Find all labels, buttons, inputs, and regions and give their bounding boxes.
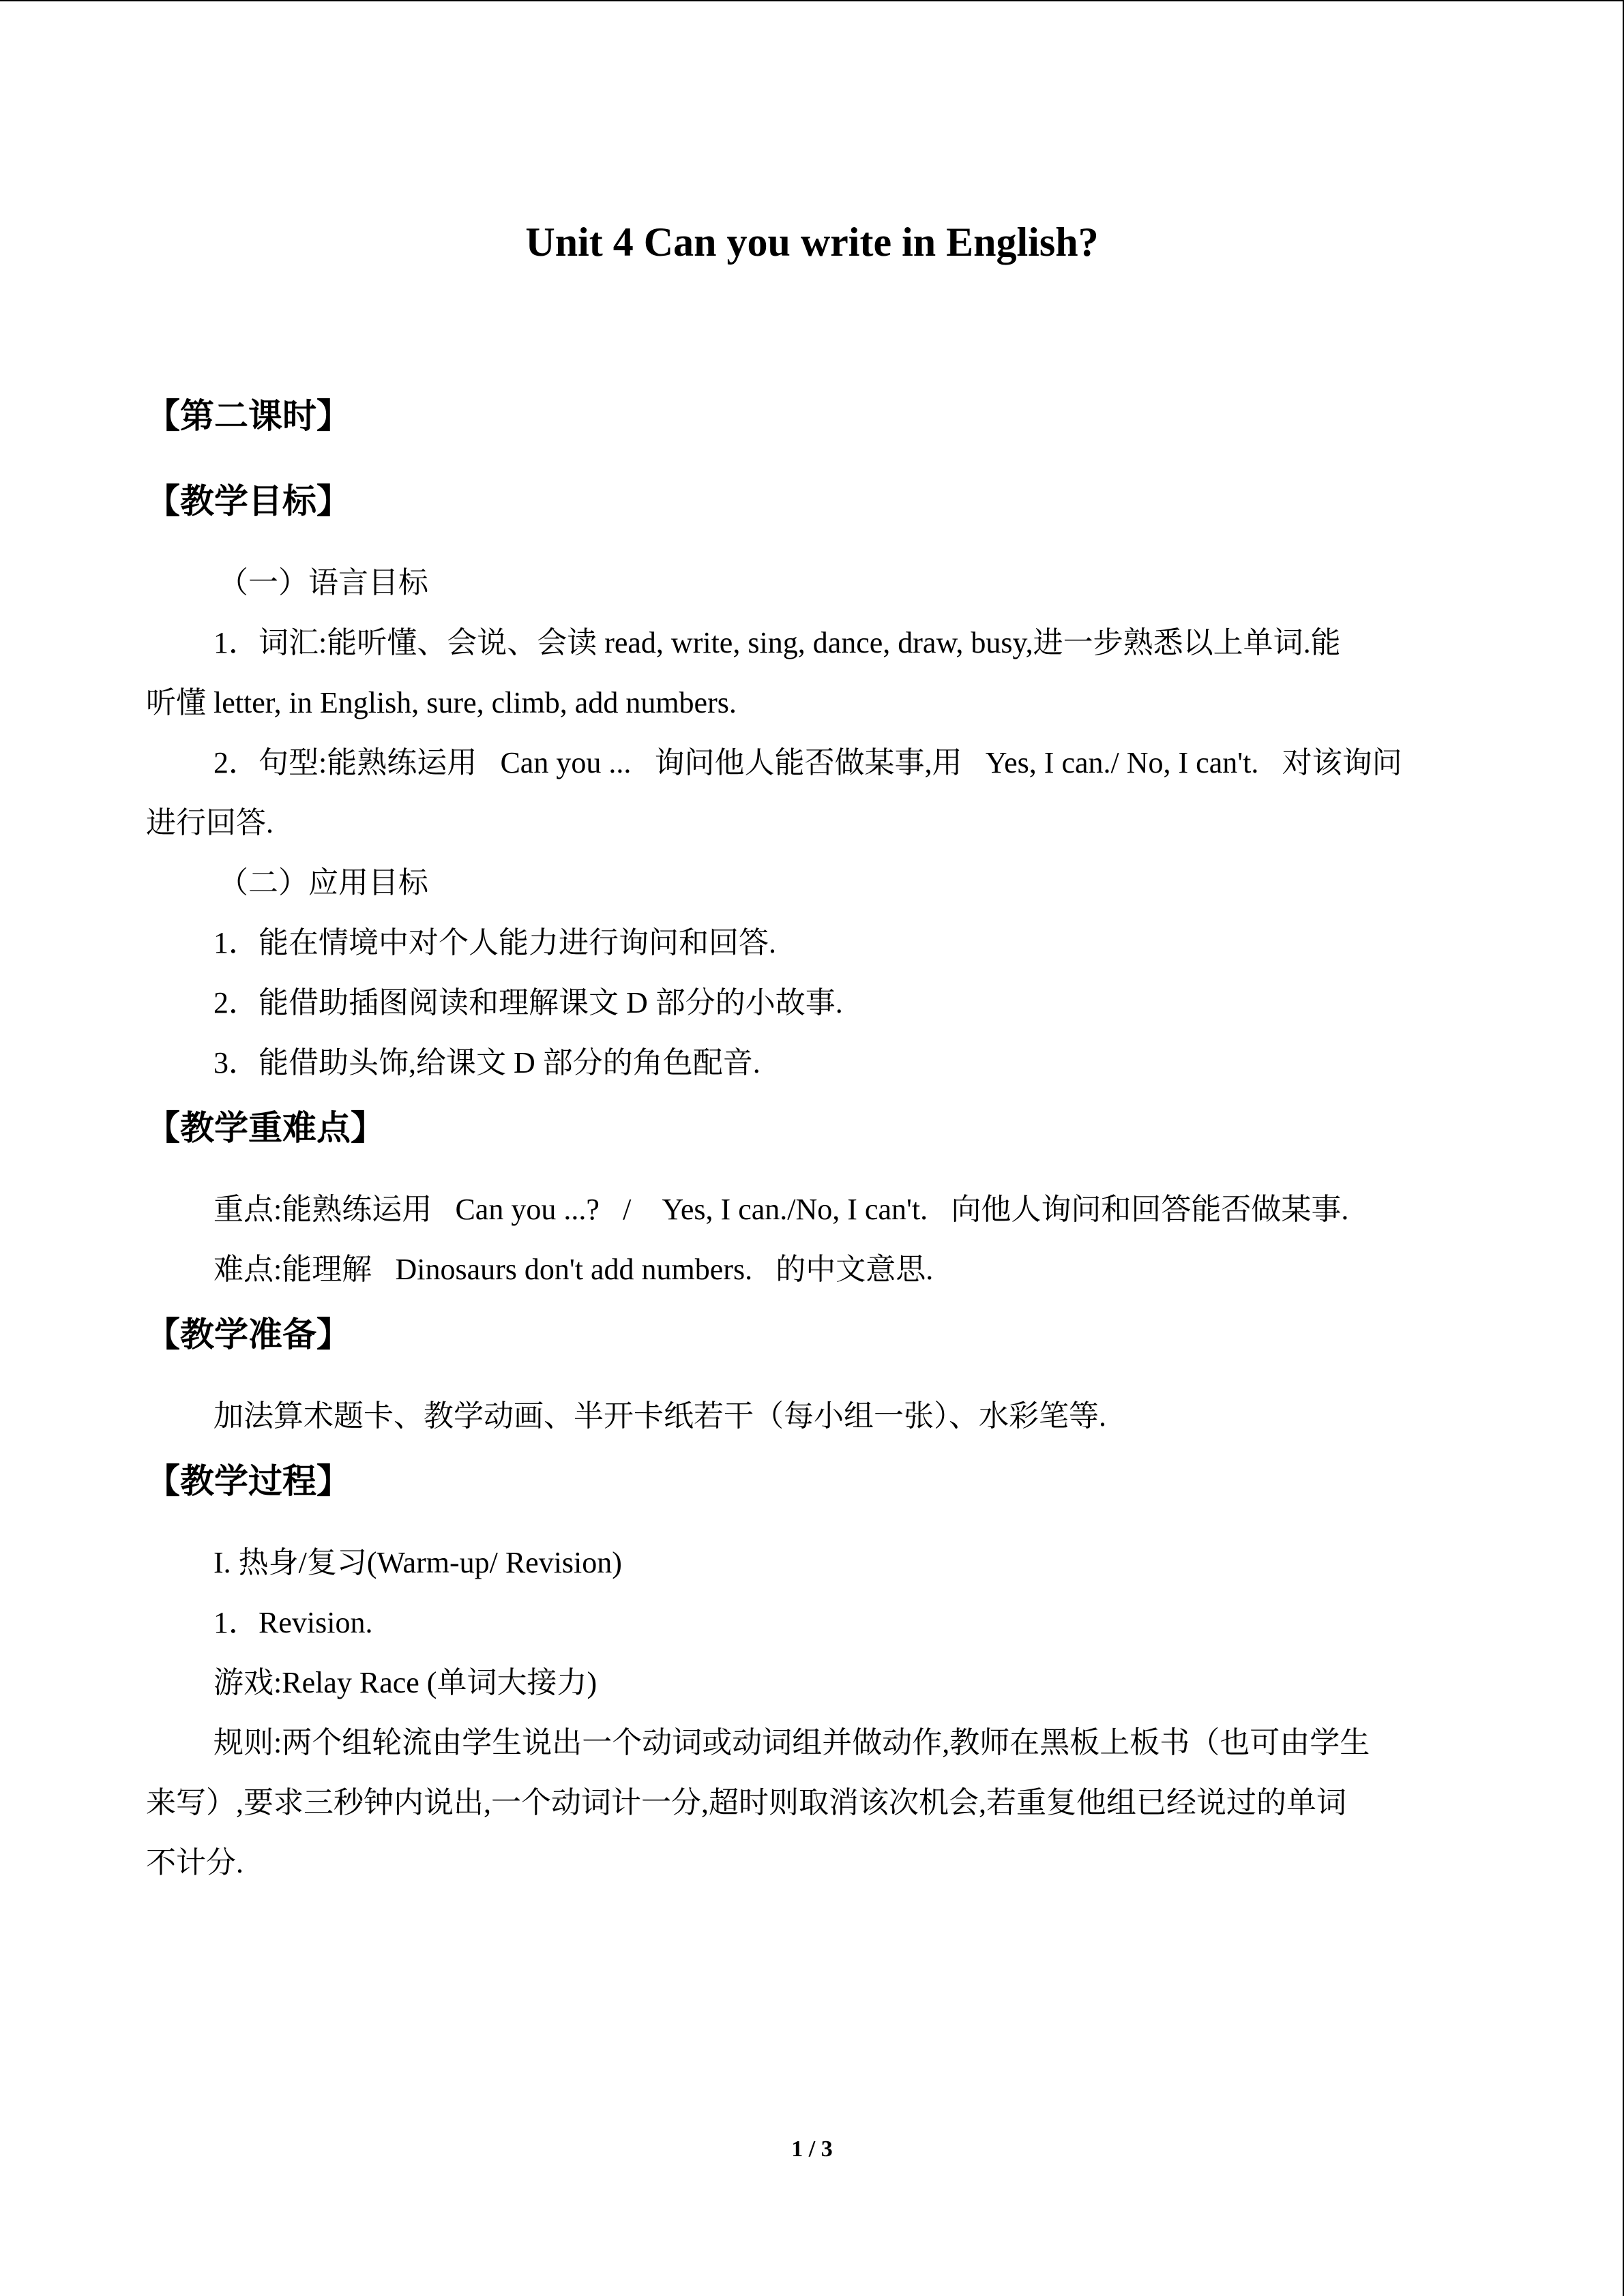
keypoint-focus: 重点:能熟练运用 Can you ...? /  Yes, I can./No, I can't. 向他人询问和回答能否做某事. [213, 1193, 1349, 1226]
process-rule-line-2: 来写）,要求三秒钟内说出,一个动词计一分,超时则取消该次机会,若重复他组已经说过的单词 [146, 1786, 1346, 1819]
heading-lesson: 【第二课时】 [146, 396, 351, 436]
heading-objectives: 【教学目标】 [146, 481, 351, 521]
keypoint-difficulty: 难点:能理解 Dinosaurs don't add numbers. 的中文意思. [213, 1253, 934, 1286]
language-objective-title: （一）语言目标 [218, 566, 428, 599]
heading-preparation: 【教学准备】 [146, 1315, 351, 1354]
application-item-1: 1．能在情境中对个人能力进行询问和回答. [213, 926, 776, 959]
preparation-text: 加法算术题卡、教学动画、半开卡纸若干（每小组一张）、水彩笔等. [213, 1399, 1106, 1433]
heading-keypoints: 【教学重难点】 [146, 1108, 385, 1148]
vocab-line-1: 1．词汇:能听懂、会说、会读 read, write, sing, dance, draw, busy,进一步熟悉以上单词.能 [213, 626, 1341, 659]
process-rule-line-1: 规则:两个组轮流由学生说出一个动词或动词组并做动作,教师在黑板上板书（也可由学生 [213, 1726, 1370, 1759]
application-objective-title: （二）应用目标 [218, 866, 428, 899]
pattern-line-2: 进行回答. [146, 806, 274, 839]
page-number: 1 / 3 [791, 2136, 833, 2162]
pattern-line-1: 2．句型:能熟练运用 Can you ... 询问他人能否做某事,用 Yes, I can./ No, I can't. 对该询问 [213, 746, 1402, 779]
process-step-1: I. 热身/复习(Warm-up/ Revision) [213, 1546, 622, 1579]
heading-process: 【教学过程】 [146, 1461, 351, 1501]
application-item-3: 3．能借助头饰,给课文 D 部分的角色配音. [213, 1046, 761, 1079]
application-item-2: 2．能借助插图阅读和理解课文 D 部分的小故事. [213, 986, 843, 1019]
vocab-line-2: 听懂 letter, in English, sure, climb, add numbers. [146, 686, 737, 719]
document-title: Unit 4 Can you write in English? [525, 220, 1099, 265]
process-rule-line-3: 不计分. [146, 1846, 243, 1879]
process-step-1-1: 1．Revision. [213, 1606, 373, 1639]
process-game: 游戏:Relay Race (单词大接力) [213, 1666, 597, 1699]
